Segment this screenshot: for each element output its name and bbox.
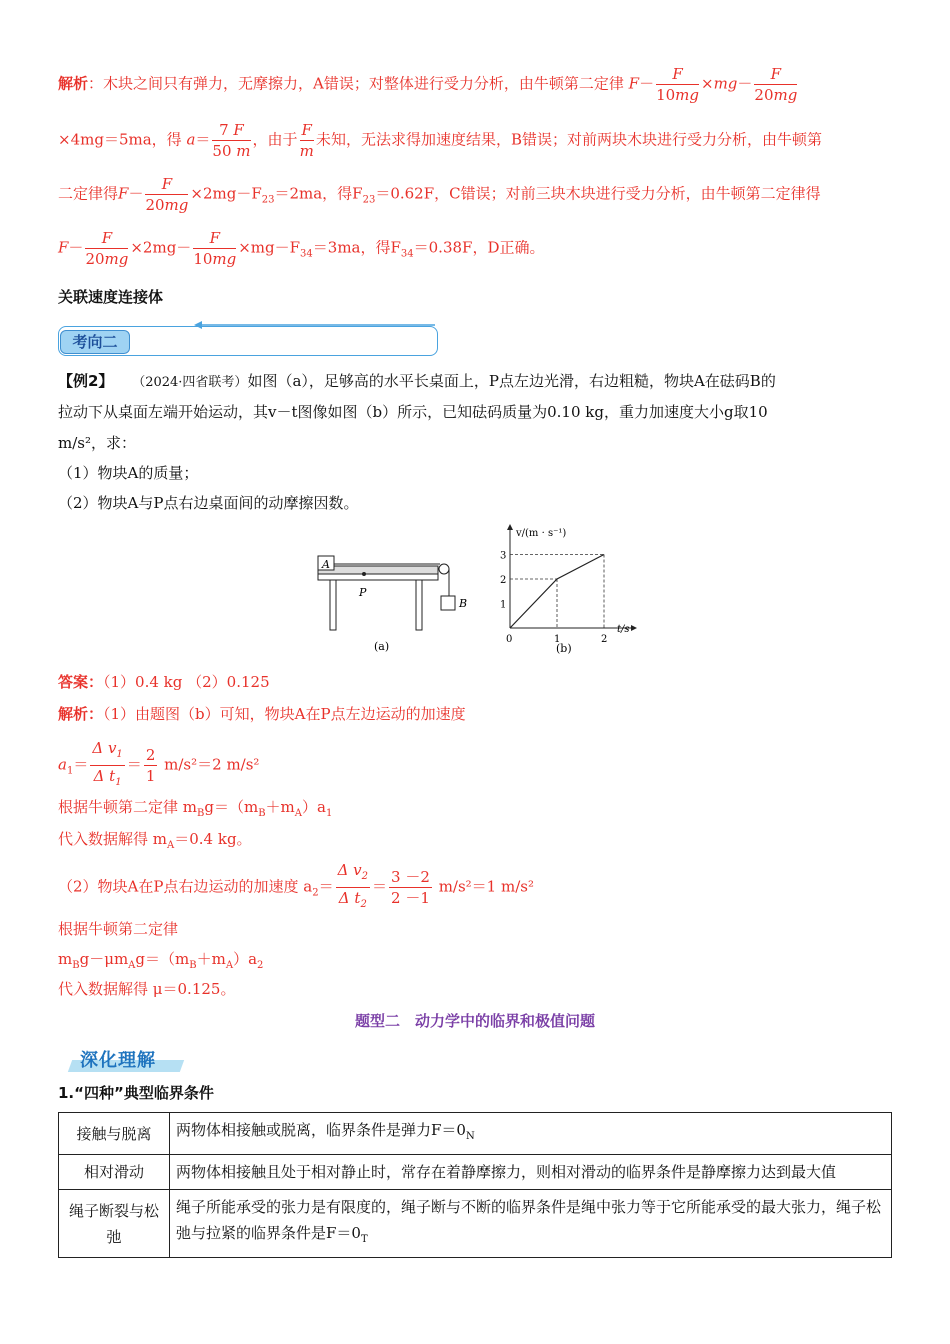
example2-line2: 拉动下从桌面左端开始运动，其v－t图像如图（b）所示，已知砝码质量为0.10 kg，重力加速度大小g取10 [58,403,768,421]
table-row [59,1113,892,1155]
analysis2-line4: 代入数据解得 $m_A=0.4$ kg。 [58,830,252,851]
figure-b-chart [486,520,646,658]
analysis1-text2c: 未知，无法求得加速度结果，B错误；对前两块木块进行受力分析，由牛顿第 [315,130,822,149]
analysis2-line5: （2）物块A在P点右边运动的加速度 $a_2=$ $\frac{\Delta v_2}{\Delta t_2}$ ＝ $\frac{3 -2}{2 -1}$ m/s²＝1 m/s² [58,861,534,910]
analysis1-text2b: ，由于 [252,130,298,149]
analysis1-line3: 二定律得F－ $\frac{F}{20mg}$ $\times 2mg-F_{23}=2ma$，得$F_{23}=0.62F$，C错误；对前三块木块进行受力分析，由牛顿第二定律得 [58,175,821,214]
analysis2-text1: （1）由题图（b）可知，物块A在P点左边运动的加速度 [103,705,466,723]
figure-b-caption: (b) [556,642,572,655]
analysis1-text3b: ×2mg－F [190,184,262,203]
point-p-label: P [359,586,367,599]
deep-label: 深化理解 [80,1050,156,1071]
block-b [441,596,455,610]
row-name: 绳子断裂与松弛 [59,1190,170,1258]
x-tick-label: 2 [601,634,608,645]
table-leg-left [330,580,336,630]
x-axis-label: t/s [617,624,630,635]
pulley-icon [439,564,449,574]
row-desc: 绳子所能承受的张力是有限度的，绳子断与不断的临界条件是绳中张力等于它所能承受的最大张力，绳子松弛与拉紧的临界条件是$F=0_T$ [170,1190,892,1258]
analysis1-text4a: ×2mg－ [130,238,192,257]
figure-a-caption: (a) [374,640,390,653]
analysis2-line3: 根据牛顿第二定律 $m_Bg=(m_B+m_A)a_1$ [58,798,333,819]
block-a-label: A [322,558,330,571]
table-leg-right [416,580,422,630]
analysis2-line7: $m_Bg-\mu m_Ag=(m_B+m_A)a_2$ [58,950,264,971]
analysis2-line6: 根据牛顿第二定律 [58,920,179,938]
analysis1-text4d: ＝0.38F，D正确。 [413,238,545,257]
answer-label: 答案： [58,673,104,691]
table-top [318,566,438,574]
analysis1-text1: ：木块之间只有弹力，无摩擦力，A错误；对整体进行受力分析，由牛顿第二定律 [88,74,624,93]
analysis1-text4b: ×mg－F [238,238,301,257]
analysis2-eq1: $a_1=$ $\frac{\Delta v_1}{\Delta t_1}$ ＝ $\frac{2}{1}$ m/s²＝2 m/s² [58,739,260,788]
a2-value: m/s²＝1 m/s² [438,877,534,896]
origin-label: 0 [506,634,513,645]
answer-line [58,671,270,692]
example2-source: （2024·四省联考） [132,375,248,390]
tag-label: 考向二 [60,330,130,354]
y-tick-label: 2 [500,575,507,586]
analysis1-text4c: ＝3ma，得F [312,238,401,257]
analysis1-line4: F－ $\frac{F}{20mg}$ ×2mg－ $\frac{F}{10mg}$ $\times mg-F_{34}=3ma$，得$F_{34}=0.38F$，D正确。 [58,229,545,268]
y-tick-label: 3 [500,550,507,562]
x-axis-arrow-icon [631,625,637,631]
x-tick-label: 1 [554,634,561,645]
analysis1-label: 解析 [58,74,89,93]
chart-marks [500,551,607,646]
section-title: 关联速度连接体 [58,288,164,306]
analysis2-line1 [58,703,466,724]
y-axis-arrow-icon [507,524,513,530]
table-row [59,1155,892,1190]
example2-line1 [58,370,776,391]
row-name: 相对滑动 [59,1155,170,1190]
row-desc: 两物体相接触或脱离，临界条件是弹力$F=0_N$ [170,1113,892,1155]
row-desc: 两物体相接触且处于相对静止时，常存在着静摩擦力，则相对滑动的临界条件是静摩擦力达到最大值 [170,1155,892,1190]
example2-text1: 如图（a），足够高的水平长桌面上，P点左边光滑，右边粗糙，物块A在砝码B的 [247,372,776,390]
analysis1-text3a: 二定律得 [58,184,119,203]
figure-a [310,548,480,658]
critical-conditions-table [58,1112,892,1258]
analysis1-text3d: ＝0.62F，C错误；对前三块木块进行受力分析，由牛顿第二定律得 [375,184,821,203]
analysis2-line8: 代入数据解得 μ＝0.125。 [58,980,236,998]
list-title: 1.“四种”典型临界条件 [58,1084,214,1102]
heading-type2: 题型二 动力学中的临界和极值问题 [354,1012,595,1030]
table-apron [318,574,438,580]
table-row [59,1190,892,1258]
answer-text: （1）0.4 kg （2）0.125 [103,673,270,691]
analysis2-label: 解析： [58,705,104,723]
tag-arrow-icon [190,318,440,332]
point-p [362,572,366,576]
block-b-label: B [459,597,468,610]
example2-label: 【例2】 [58,372,114,390]
analysis1-line1: 解析：木块之间只有弹力，无摩擦力，A错误；对整体进行受力分析，由牛顿第二定律 F－ $\frac{F}{10mg}$ ×mg－ $\frac{F}{20mg}$ [58,65,798,104]
analysis1-line2: ×4mg＝5ma，得 a＝ $\frac{7 F}{50 m}$ ，由于 $\frac{F}{m}$ 未知，无法求得加速度结果，B错误；对前两块木块进行受力分析，由牛顿第 [58,121,822,160]
analysis1-text3c: ＝2ma，得F [274,184,363,203]
question1: （1）物块A的质量； [58,464,199,482]
example2-line3: m/s²，求： [58,434,136,452]
a1-value: m/s²＝2 m/s² [164,755,260,774]
y-axis-label: v/(m · s⁻¹) [516,528,567,539]
y-tick-label: 1 [500,599,507,611]
question2: （2）物块A与P点右边桌面间的动摩擦因数。 [58,494,359,512]
analysis1-text2a: ×4mg＝5ma，得 [58,130,182,149]
row-name: 接触与脱离 [59,1113,170,1155]
